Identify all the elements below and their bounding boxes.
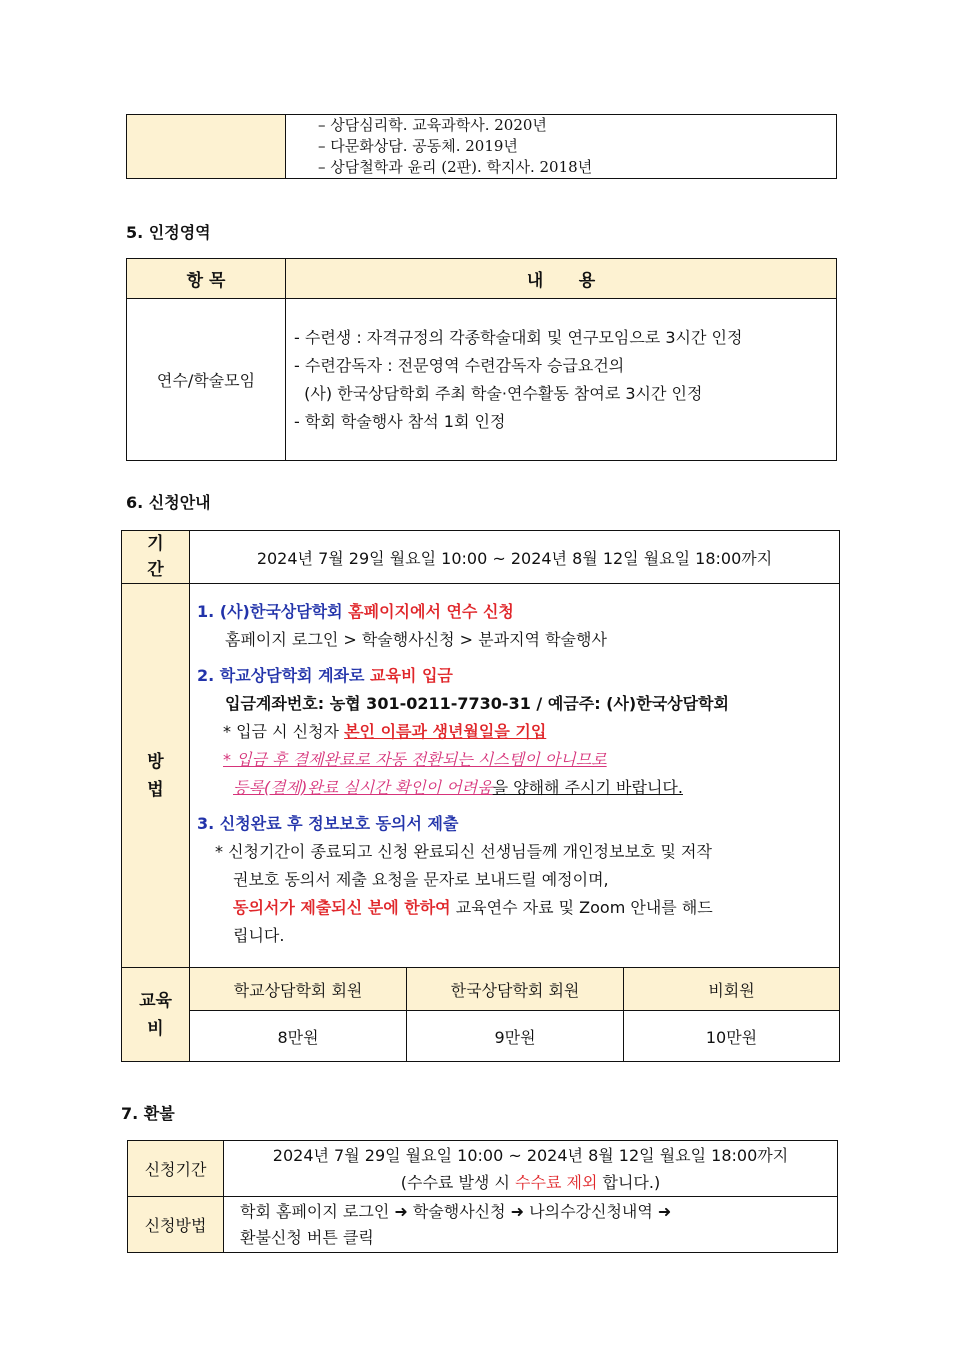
recognition-line: - 수련감독자 : 전문영역 수련감독자 승급요건의 bbox=[294, 355, 625, 375]
step3-title: 3. 신청완료 후 정보보호 동의서 제출 bbox=[197, 814, 459, 833]
step2-account: 입금계좌번호: 농협 301-0211-7730-31 / 예금주: (사)한국상담학회 bbox=[225, 694, 729, 713]
step2-title: 2. 학교상담학회 계좌로 교육비 입금 bbox=[197, 666, 453, 685]
method-content bbox=[190, 584, 840, 968]
recognition-row-content bbox=[286, 299, 837, 461]
book-item: – 상담심리학. 교육과학사. 2020년 bbox=[318, 116, 547, 134]
book-item: – 다문화상담. 공동체. 2019년 bbox=[318, 137, 518, 155]
section5-title: 5. 인정영역 bbox=[126, 223, 211, 242]
refund-method-value bbox=[224, 1197, 838, 1253]
refund-method-label: 신청방법 bbox=[128, 1197, 224, 1253]
step3-line4: 립니다. bbox=[233, 926, 285, 945]
recognition-table bbox=[126, 258, 837, 461]
recognition-row-label: 연수/학술모임 bbox=[127, 299, 286, 461]
step1-title: 1. (사)한국상담학회 홈페이지에서 연수 신청 bbox=[197, 602, 514, 621]
fee-value-korea: 9만원 bbox=[407, 1011, 624, 1062]
header-item: 항 목 bbox=[127, 259, 286, 299]
refund-method-line2: 환불신청 버튼 클릭 bbox=[240, 1227, 374, 1247]
fee-value-school: 8만원 bbox=[190, 1011, 407, 1062]
book-list-label-cell bbox=[127, 115, 286, 179]
book-list-table bbox=[126, 114, 837, 179]
refund-period-label: 신청기간 bbox=[128, 1141, 224, 1197]
section7-title: 7. 환불 bbox=[121, 1104, 175, 1123]
refund-method-line1: 학회 홈페이지 로그인 ➜ 학술행사신청 ➜ 나의수강신청내역 ➜ bbox=[240, 1201, 672, 1221]
fee-label: 교육 비 bbox=[122, 968, 190, 1062]
step2-note1: * 입금 시 신청자 본인 이름과 생년월일을 기입 bbox=[223, 722, 547, 741]
method-label: 방 법 bbox=[122, 584, 190, 968]
recognition-line: - 수련생 : 자격규정의 각종학술대회 및 연구모임으로 3시간 인정 bbox=[294, 327, 743, 347]
recognition-line: (사) 한국상담학회 주최 학술·연수활동 참여로 3시간 인정 bbox=[294, 383, 703, 403]
step1-path: 홈페이지 로그인 > 학술행사신청 > 분과지역 학술행사 bbox=[225, 630, 607, 649]
book-list-cell bbox=[286, 115, 837, 179]
step2-note2-line2: 등록(결제)완료 실시간 확인이 어려움을 양해해 주시기 바랍니다. bbox=[233, 778, 683, 797]
refund-period-line2: (수수료 발생 시 수수료 제외 합니다.) bbox=[400, 1172, 661, 1192]
section6-title: 6. 신청안내 bbox=[126, 493, 211, 512]
step3-line3: 동의서가 제출되신 분에 한하여 교육연수 자료 및 Zoom 안내를 해드 bbox=[233, 898, 713, 917]
application-table bbox=[121, 530, 840, 1062]
period-value: 2024년 7월 29일 월요일 10:00 ~ 2024년 8월 12일 월요일 18:00까지 bbox=[190, 531, 840, 584]
fee-header-korea: 한국상담학회 회원 bbox=[407, 968, 624, 1011]
recognition-line: - 학회 학술행사 참석 1회 인정 bbox=[294, 411, 506, 431]
step3-line2: 권보호 동의서 제출 요청을 문자로 보내드릴 예정이며, bbox=[233, 870, 609, 889]
fee-header-nonmember: 비회원 bbox=[624, 968, 840, 1011]
fee-value-nonmember: 10만원 bbox=[624, 1011, 840, 1062]
refund-period-value bbox=[224, 1141, 838, 1197]
step2-note2-line1: * 입금 후 결제완료로 자동 전환되는 시스템이 아니므로 bbox=[223, 750, 607, 769]
refund-period-line1: 2024년 7월 29일 월요일 10:00 ~ 2024년 8월 12일 월요일 18:00까지 bbox=[272, 1145, 789, 1165]
step3-line1: * 신청기간이 종료되고 신청 완료되신 선생님들께 개인정보보호 및 저작 bbox=[215, 842, 712, 861]
book-item: – 상담철학과 윤리 (2판). 학지사. 2018년 bbox=[318, 158, 593, 176]
fee-header-school: 학교상담학회 회원 bbox=[190, 968, 407, 1011]
period-label: 기 간 bbox=[122, 531, 190, 584]
header-content: 내 용 bbox=[286, 259, 837, 299]
refund-table bbox=[127, 1140, 838, 1253]
